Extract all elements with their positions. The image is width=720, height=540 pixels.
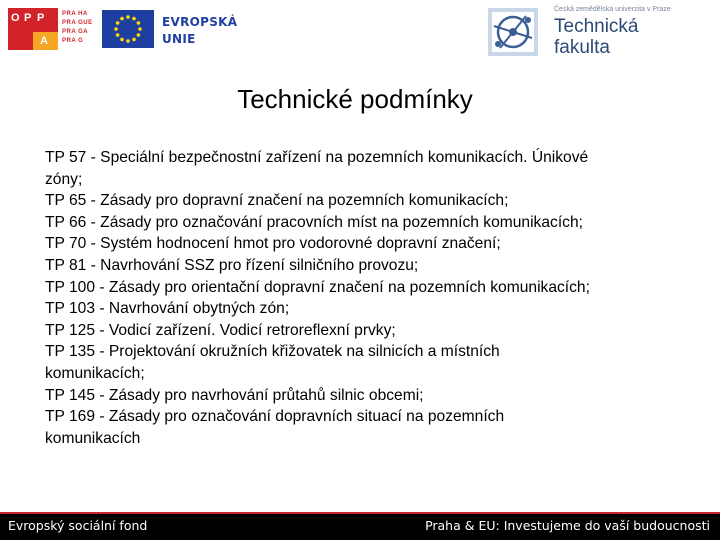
praha-line: PRA GUE (62, 20, 93, 26)
list-line: TP 100 - Zásady pro orientační dopravní značení na pozemních komunikacích; (45, 278, 590, 296)
praha-line: PRA HA (62, 11, 88, 17)
eu-flag-icon (102, 10, 154, 48)
eu-line-2: UNIE (162, 32, 196, 46)
praha-line: PRA G (62, 38, 84, 44)
list-line: TP 66 - Zásady pro označování pracovních míst na pozemních komunikacích; (45, 213, 583, 231)
footer-right-text: Praha & EU: Investujeme do vaší budoucnosti (425, 518, 710, 533)
faculty-name-line-2: fakulta (554, 37, 610, 58)
praha-line: PRA GA (62, 29, 89, 35)
slide-title: Technické podmínky (237, 84, 473, 114)
list-line: zóny; (45, 170, 83, 188)
faculty-logo (482, 4, 718, 62)
list-line: TP 81 - Navrhování SSZ pro řízení silničního provozu; (45, 256, 419, 274)
opp-letter: A (40, 35, 48, 47)
tp-list (45, 147, 695, 449)
list-line: komunikacích (45, 429, 141, 447)
footer-left-text: Evropský sociální fond (8, 518, 148, 533)
opp-letter: O (11, 12, 20, 24)
list-line: TP 57 - Speciální bezpečnostní zařízení na pozemních komunikacích. Únikové (45, 149, 589, 166)
eu-line-1: EVROPSKÁ (162, 15, 238, 29)
list-line: TP 135 - Projektování okružních křižovatek na silnicích a místních (45, 343, 500, 361)
list-line: TP 103 - Navrhování obytných zón; (45, 300, 290, 318)
header (0, 0, 720, 64)
opp-letter: P (37, 12, 45, 24)
list-line: TP 125 - Vodicí zařízení. Vodicí retroreflexní prvky; (45, 321, 396, 339)
list-line: TP 70 - Systém hodnocení hmot pro vodorovné dopravní značení; (45, 235, 501, 253)
list-line: TP 169 - Zásady pro označování dopravních situací na pozemních (45, 408, 505, 426)
faculty-emblem-icon (482, 4, 546, 60)
university-name: Česká zemědělská univerzita v Praze (554, 6, 671, 13)
opp-letter: P (24, 12, 32, 24)
list-line: TP 65 - Zásady pro dopravní značení na pozemních komunikacích; (45, 192, 509, 210)
footer-bar (0, 512, 720, 540)
praha-wordmark (62, 10, 93, 46)
opp-praha-logo (8, 8, 96, 50)
list-line: komunikacích; (45, 364, 145, 382)
faculty-name-line-1: Technická (554, 16, 639, 37)
list-line: TP 145 - Zásady pro navrhování průtahů silnic obcemi; (45, 386, 424, 404)
eu-wordmark (162, 14, 237, 48)
